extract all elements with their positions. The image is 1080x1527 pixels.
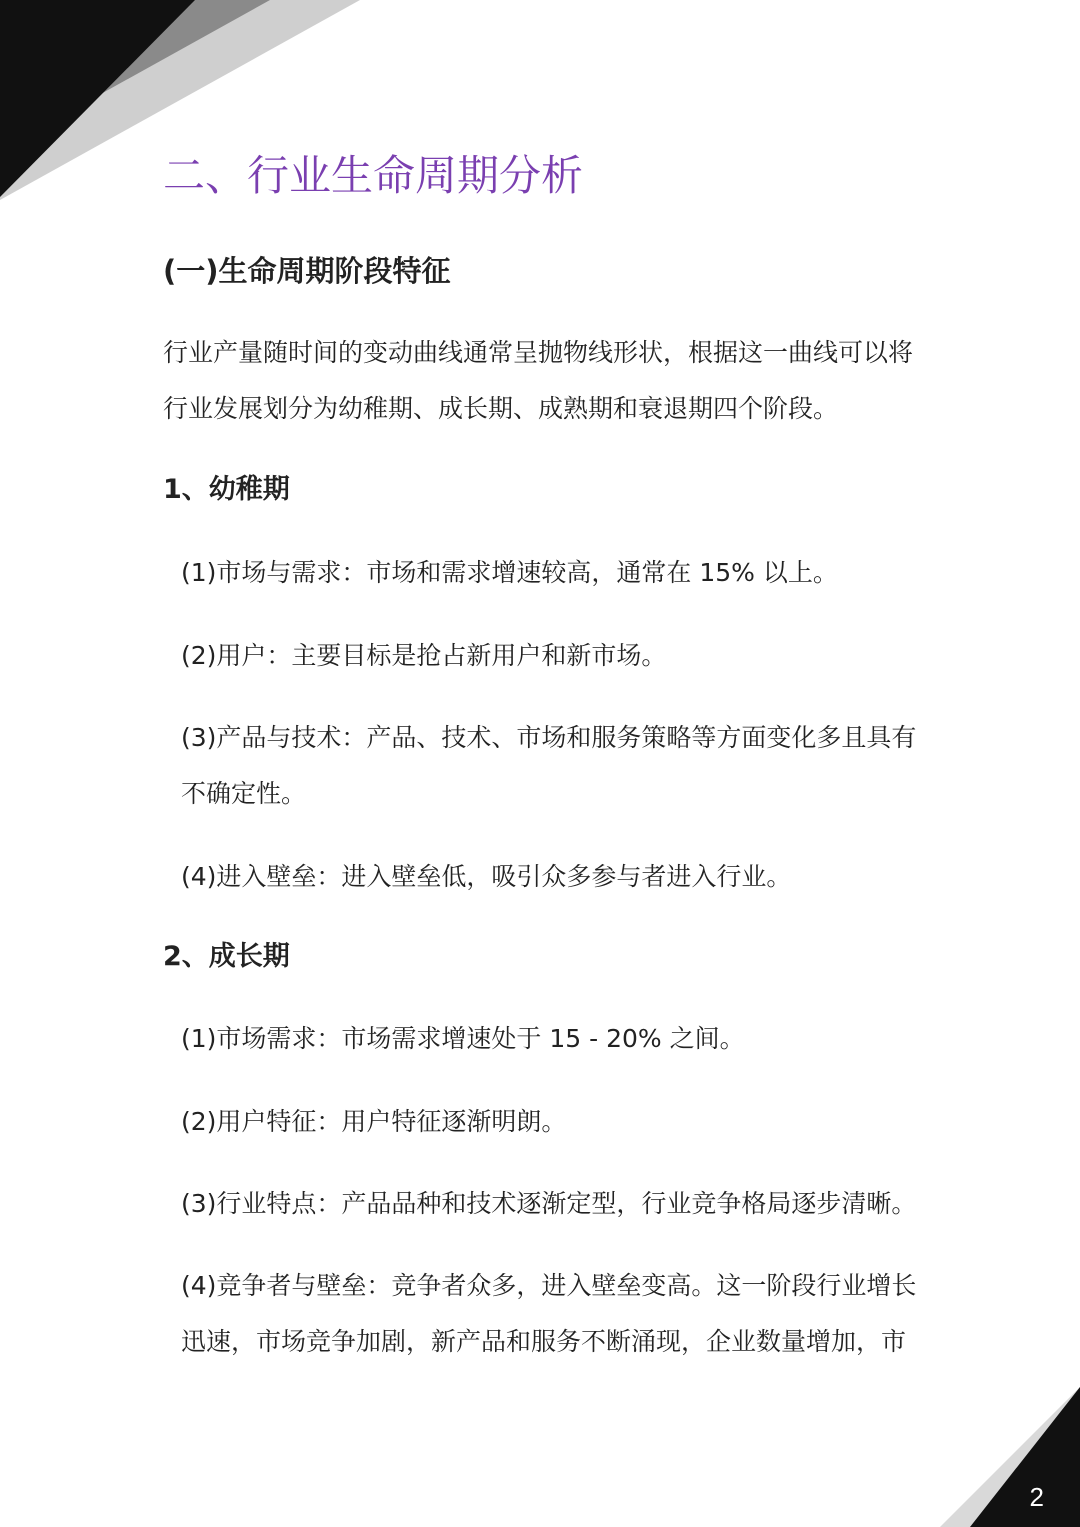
bottom-right-corner-decoration bbox=[880, 1387, 1080, 1527]
page-number: 2 bbox=[1029, 1482, 1044, 1512]
stage-2-item-1: (1)市场需求：市场需求增速处于 15 - 20% 之间。 bbox=[181, 1024, 745, 1053]
intro-line-2: 行业发展划分为幼稚期、成长期、成熟期和衰退期四个阶段。 bbox=[163, 394, 839, 423]
intro-paragraph bbox=[163, 325, 923, 437]
stage-1-item-2: (2)用户：主要目标是抢占新用户和新市场。 bbox=[181, 641, 667, 670]
stage-1-heading: 1、幼稚期 bbox=[163, 474, 290, 505]
stage-2-item-2: (2)用户特征：用户特征逐渐明朗。 bbox=[181, 1107, 567, 1136]
stage-2-item-3: (3)行业特点：产品品种和技术逐渐定型，行业竞争格局逐步清晰。 bbox=[181, 1189, 917, 1218]
page-title: 二、行业生命周期分析 bbox=[163, 151, 584, 200]
stage-1-item-4: (4)进入壁垒：进入壁垒低，吸引众多参与者进入行业。 bbox=[181, 862, 792, 891]
stage-1-item-1: (1)市场与需求：市场和需求增速较高，通常在 15% 以上。 bbox=[181, 558, 838, 587]
stage-1-item-3: (3)产品与技术：产品、技术、市场和服务策略等方面变化多且具有不确定性。 bbox=[181, 723, 917, 808]
intro-line-1: 行业产量随时间的变动曲线通常呈抛物线形状，根据这一曲线可以将 bbox=[163, 338, 914, 367]
section-subtitle: (一)生命周期阶段特征 bbox=[163, 254, 451, 288]
stage-2-item-4: (4)竞争者与壁垒：竞争者众多，进入壁垒变高。这一阶段行业增长迅速，市场竞争加剧，新产品和服务不断涌现，企业数量增加，市 bbox=[181, 1271, 917, 1356]
stage-2-heading: 2、成长期 bbox=[163, 941, 290, 972]
